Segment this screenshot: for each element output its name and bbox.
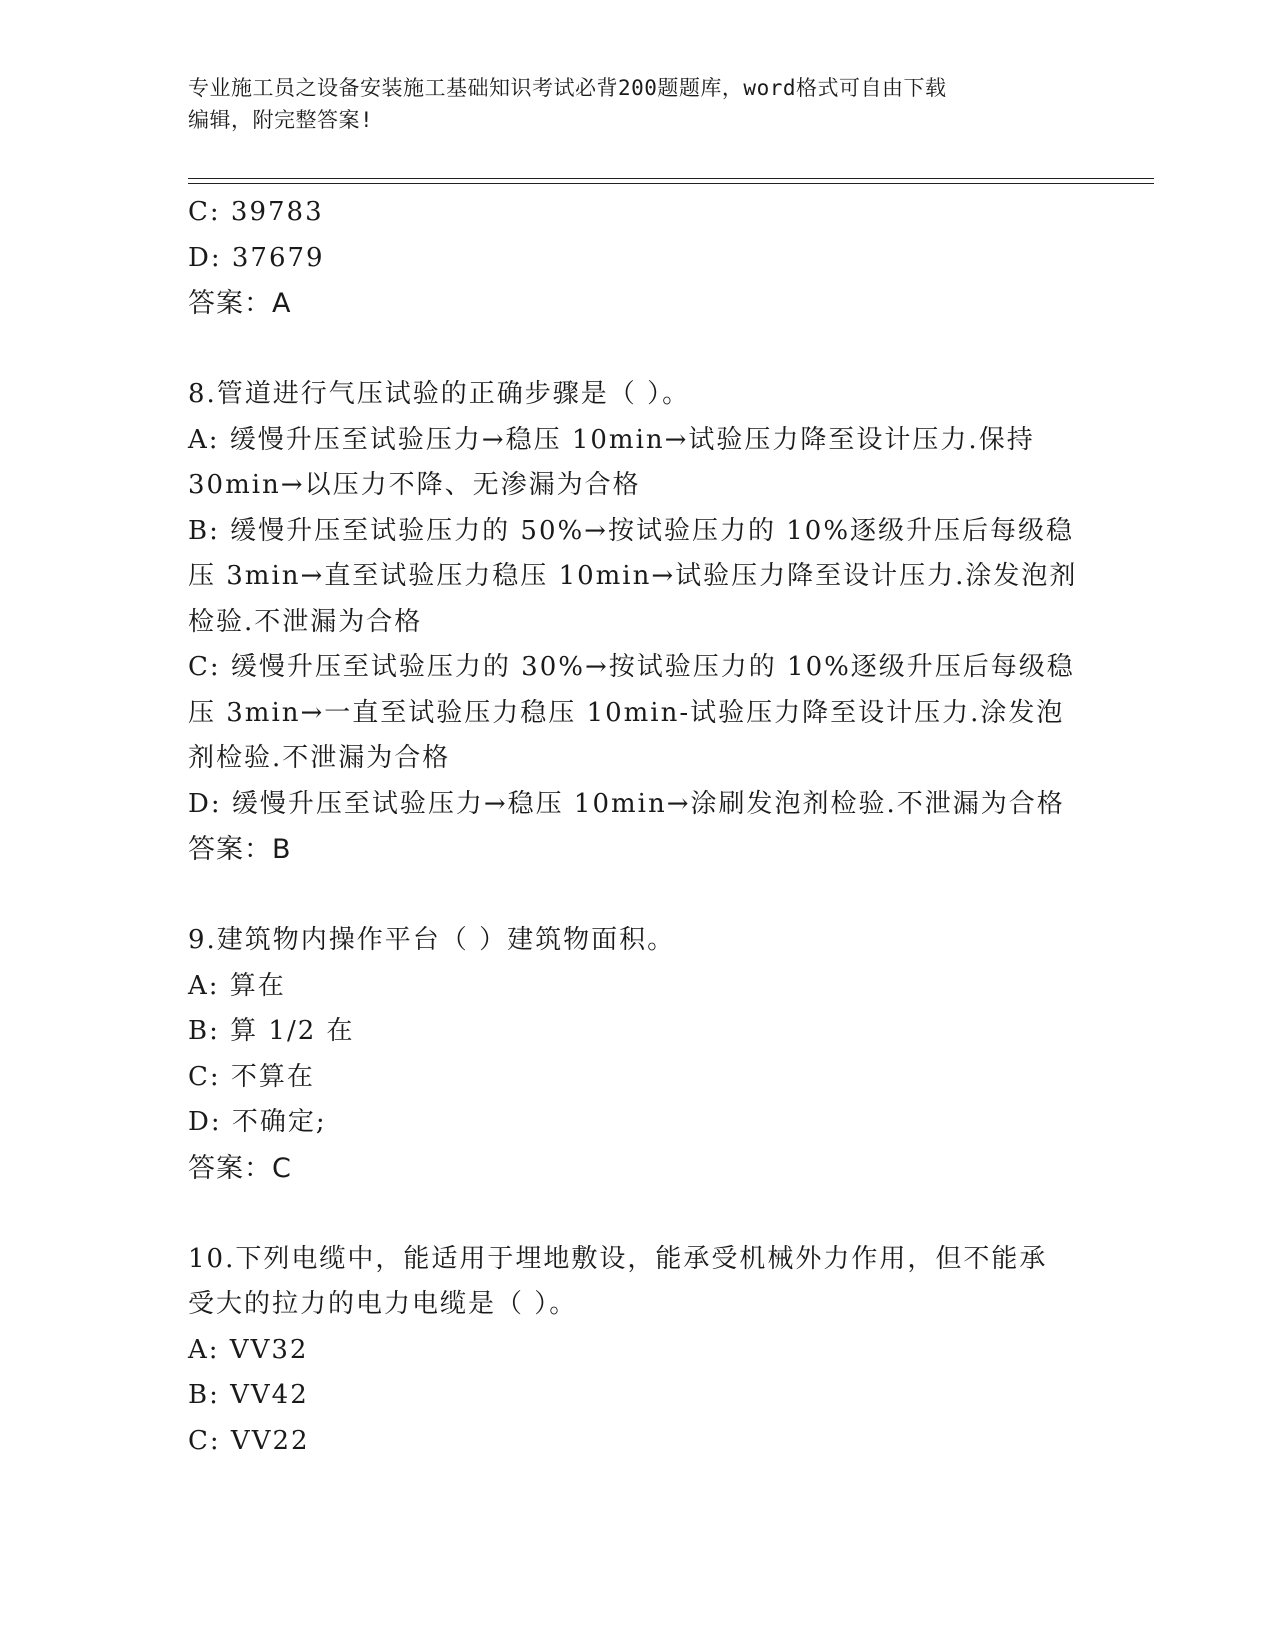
q9-answer: 答案：C [188,1152,292,1184]
question-10 [188,1237,1088,1465]
spacer [188,327,1088,373]
q8-answer: 答案：B [188,834,292,865]
q10-option-a: A: VV32 [188,1334,309,1365]
q10-option-b: B: VV42 [188,1380,309,1410]
q7-option-d: D: 37679 [188,242,325,273]
q9-option-c: C: 不算在 [188,1061,315,1092]
q10-option-c: C: VV22 [188,1425,310,1456]
q8-option-a-line2: 30min→以压力不降、无渗漏为合格 [188,470,641,500]
q8-option-a-line1: A: 缓慢升压至试验压力→稳压 10min→试验压力降至设计压力.保持 [188,424,1035,455]
q10-question-line1: 10.下列电缆中，能适用于埋地敷设，能承受机械外力作用，但不能承 [188,1243,1048,1274]
header-title-line1: 专业施工员之设备安装施工基础知识考试必背200题题库，word格式可自由下载 [188,76,947,100]
q7-answer: 答案：A [188,288,292,319]
q8-option-b-line1: B: 缓慢升压至试验压力的 50%→按试验压力的 10%逐级升压后每级稳 [188,515,1075,546]
q8-question: 8.管道进行气压试验的正确步骤是（ ）。 [188,379,691,409]
q7-option-c: C: 39783 [188,197,324,227]
q8-option-b-line2: 压 3min→直至试验压力稳压 10min→试验压力降至设计压力.涂发泡剂 [188,561,1078,591]
question-7-tail [188,190,1088,327]
document-header [188,72,1078,136]
q9-option-d: D: 不确定; [188,1107,327,1137]
q8-option-c-line3: 剂检验.不泄漏为合格 [188,743,451,773]
spacer [188,873,1088,919]
q10-question-line2: 受大的拉力的电力电缆是（ ）。 [188,1289,578,1319]
q8-option-c-line1: C: 缓慢升压至试验压力的 30%→按试验压力的 10%逐级升压后每级稳 [188,652,1075,682]
question-9 [188,918,1088,1191]
header-title-line2: 编辑，附完整答案! [188,108,374,132]
q8-option-d: D: 缓慢升压至试验压力→稳压 10min→涂刷发泡剂检验.不泄漏为合格 [188,788,1065,819]
q9-option-a: A: 算在 [188,970,286,1001]
spacer [188,1191,1088,1237]
q8-option-b-line3: 检验.不泄漏为合格 [188,606,423,637]
question-8 [188,372,1088,873]
header-divider-top [188,178,1154,179]
q9-question: 9.建筑物内操作平台（ ）建筑物面积。 [188,925,676,955]
header-divider-bottom [188,183,1154,184]
question-list [188,190,1088,1464]
q9-option-b: B: 算 1/2 在 [188,1016,355,1046]
q8-option-c-line2: 压 3min→一直至试验压力稳压 10min-试验压力降至设计压力.涂发泡 [188,697,1065,728]
